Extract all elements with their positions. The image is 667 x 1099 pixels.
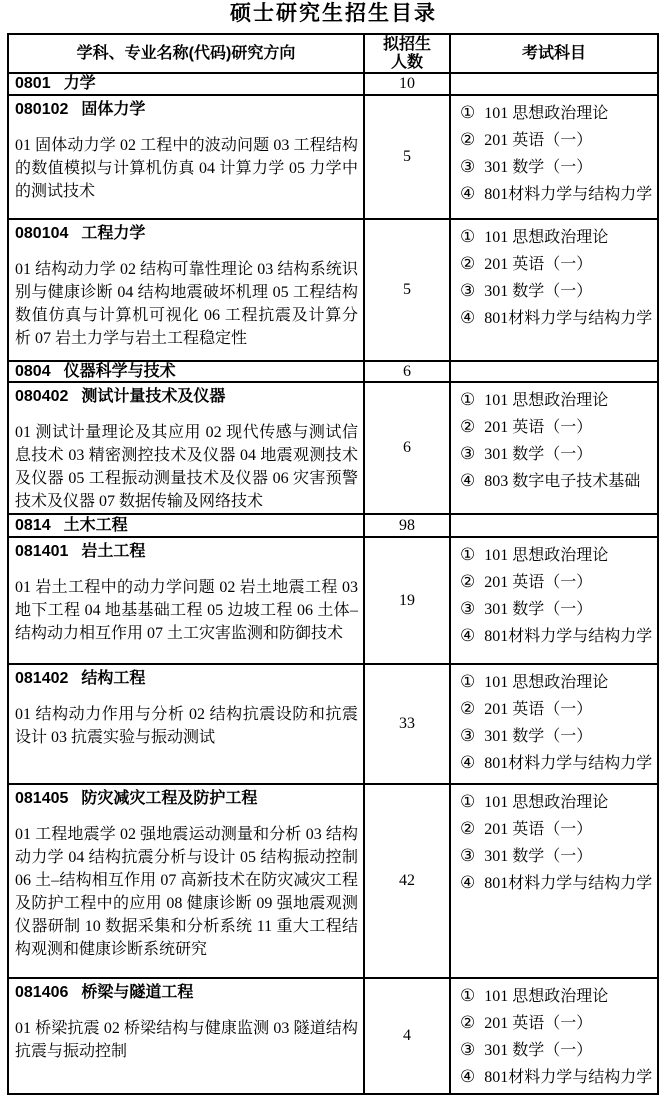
exam-number: ④ <box>460 1067 476 1086</box>
exam-item <box>460 816 655 843</box>
quota-value: 19 <box>364 537 450 664</box>
exam-item <box>460 1064 655 1091</box>
research-directions: 01 固体动力学 02 工程中的波动问题 03 工程结构的数值模拟与计算机仿真 04 计算力学 05 力学中的测试技术 <box>15 137 358 200</box>
exam-number: ② <box>460 572 476 591</box>
exam-item <box>460 224 655 251</box>
header-col-discipline: 学科、专业名称(代码)研究方向 <box>8 34 364 73</box>
exam-item <box>460 542 655 569</box>
major-code: 081406 <box>15 984 69 1001</box>
major-name: 仪器科学与技术 <box>63 362 176 380</box>
quota-value: 10 <box>364 73 450 95</box>
quota-value: 33 <box>364 664 450 784</box>
exam-number: ③ <box>460 726 476 745</box>
exam-subjects-cell <box>450 219 658 361</box>
research-directions: 01 测试计量理论及其应用 02 现代传感与测试信息技术 03 精密测控技术及仪器 04 地震观测技术及仪器 05 工程振动测量技术及仪器 06 灾害预警技术及仪器 07 数据传输及网络技术 <box>15 424 358 510</box>
exam-number: ③ <box>460 444 476 463</box>
exam-subjects-cell <box>450 664 658 784</box>
exam-item <box>460 468 655 495</box>
exam-label: 201 英语（一） <box>484 419 593 436</box>
quota-value: 6 <box>364 382 450 514</box>
exam-item <box>460 154 655 181</box>
exam-item <box>460 1037 655 1064</box>
research-directions: 01 桥梁抗震 02 桥梁结构与健康监测 03 隧道结构抗震与振动控制 <box>15 1020 358 1060</box>
exam-label: 101 思想政治理论 <box>484 674 609 691</box>
table-row <box>8 514 658 537</box>
table-row <box>8 361 658 382</box>
major-code: 0814 <box>15 516 51 534</box>
exam-label: 301 数学（一） <box>484 1042 593 1059</box>
exam-item <box>460 441 655 468</box>
table-row <box>8 978 658 1094</box>
major-code: 080104 <box>15 225 69 242</box>
exam-label: 803 数字电子技术基础 <box>484 473 641 490</box>
exam-number: ① <box>460 390 476 409</box>
exam-subjects-cell <box>450 382 658 514</box>
exam-label: 101 思想政治理论 <box>484 988 609 1005</box>
exam-label: 301 数学（一） <box>484 283 593 300</box>
major-name: 固体力学 <box>81 101 146 118</box>
exam-item <box>460 100 655 127</box>
exam-label: 801材料力学与结构力学 <box>484 310 653 327</box>
exam-number: ① <box>460 103 476 122</box>
exam-number: ① <box>460 545 476 564</box>
exam-number: ① <box>460 227 476 246</box>
exam-item <box>460 983 655 1010</box>
exam-label: 101 思想政治理论 <box>484 105 609 122</box>
exam-item <box>460 1010 655 1037</box>
table-row <box>8 73 658 95</box>
major-title <box>15 96 358 121</box>
exam-number: ③ <box>460 1040 476 1059</box>
exam-subjects-cell <box>450 73 658 95</box>
table-row <box>8 219 658 361</box>
exam-subjects-cell <box>450 784 658 978</box>
exam-item <box>460 696 655 723</box>
exam-item <box>460 723 655 750</box>
catalog-table <box>7 33 659 1095</box>
major-code: 0804 <box>15 362 51 380</box>
exam-label: 201 英语（一） <box>484 821 593 838</box>
major-name: 结构工程 <box>81 670 146 687</box>
exam-label: 201 英语（一） <box>484 1015 593 1032</box>
major-name: 土木工程 <box>63 516 128 534</box>
table-row <box>8 95 658 219</box>
exam-number: ③ <box>460 157 476 176</box>
exam-item <box>460 596 655 623</box>
exam-label: 801材料力学与结构力学 <box>484 628 653 645</box>
exam-item <box>460 870 655 897</box>
exam-label: 101 思想政治理论 <box>484 229 609 246</box>
exam-subjects-cell <box>450 514 658 537</box>
research-directions: 01 工程地震学 02 强地震运动测量和分析 03 结构动力学 04 结构抗震分析与设计 05 结构振动控制 06 土–结构相互作用 07 高新技术在防灾减灾工程及防护工程中的应用 08 健康诊断 09 强地震观测仪器研制 10 数据采集和分析系统 11 重大工程结构观测和健康诊断系统研究 <box>15 826 358 958</box>
major-title <box>15 75 358 93</box>
quota-value: 4 <box>364 978 450 1094</box>
exam-item <box>460 251 655 278</box>
major-name: 力学 <box>63 75 96 92</box>
header-col-quota <box>364 34 450 73</box>
exam-number: ② <box>460 417 476 436</box>
quota-value: 98 <box>364 514 450 537</box>
major-title <box>15 363 358 381</box>
exam-label: 301 数学（一） <box>484 848 593 865</box>
exam-number: ① <box>460 672 476 691</box>
exam-item <box>460 623 655 650</box>
exam-number: ① <box>460 792 476 811</box>
quota-value: 5 <box>364 219 450 361</box>
table-row <box>8 664 658 784</box>
exam-item <box>460 127 655 154</box>
header-row <box>8 34 658 73</box>
exam-item <box>460 569 655 596</box>
exam-label: 101 思想政治理论 <box>484 794 609 811</box>
page-title: 硕士研究生招生目录 <box>230 2 437 25</box>
exam-number: ④ <box>460 626 476 645</box>
exam-item <box>460 750 655 777</box>
major-code: 080402 <box>15 388 69 405</box>
exam-subjects-cell <box>450 95 658 219</box>
exam-item <box>460 789 655 816</box>
exam-label: 801材料力学与结构力学 <box>484 1069 653 1086</box>
research-directions: 01 结构动力作用与分析 02 结构抗震设防和抗震设计 03 抗震实验与振动测试 <box>15 706 358 746</box>
exam-label: 801材料力学与结构力学 <box>484 186 653 203</box>
exam-item <box>460 181 655 208</box>
exam-label: 101 思想政治理论 <box>484 547 609 564</box>
exam-label: 301 数学（一） <box>484 601 593 618</box>
major-code: 0801 <box>15 75 51 92</box>
exam-label: 301 数学（一） <box>484 728 593 745</box>
header-quota-line1: 拟招生 <box>382 35 431 53</box>
exam-number: ② <box>460 254 476 273</box>
exam-item <box>460 278 655 305</box>
exam-number: ④ <box>460 308 476 327</box>
major-code: 081405 <box>15 790 69 807</box>
header-quota-line2: 人数 <box>390 53 423 71</box>
exam-label: 801材料力学与结构力学 <box>484 875 653 892</box>
exam-number: ③ <box>460 599 476 618</box>
exam-number: ④ <box>460 471 476 490</box>
exam-number: ④ <box>460 184 476 203</box>
exam-label: 201 英语（一） <box>484 256 593 273</box>
exam-label: 201 英语（一） <box>484 132 593 149</box>
exam-subjects-cell <box>450 978 658 1094</box>
table-row <box>8 382 658 514</box>
exam-item <box>460 305 655 332</box>
major-code: 081402 <box>15 670 69 687</box>
exam-number: ② <box>460 699 476 718</box>
major-title <box>15 538 358 563</box>
exam-number: ② <box>460 130 476 149</box>
research-directions: 01 岩土工程中的动力学问题 02 岩土地震工程 03 地下工程 04 地基基础工程 05 边坡工程 06 土体–结构动力相互作用 07 土工灾害监测和防御技术 <box>15 579 358 642</box>
major-name: 桥梁与隧道工程 <box>81 984 194 1001</box>
exam-number: ② <box>460 1013 476 1032</box>
major-name: 岩土工程 <box>81 543 146 560</box>
exam-label: 301 数学（一） <box>484 446 593 463</box>
exam-item <box>460 387 655 414</box>
exam-subjects-cell <box>450 361 658 382</box>
exam-number: ① <box>460 986 476 1005</box>
major-name: 测试计量技术及仪器 <box>81 388 226 405</box>
exam-item <box>460 843 655 870</box>
major-name: 防灾减灾工程及防护工程 <box>81 790 258 807</box>
major-title <box>15 517 358 535</box>
major-title <box>15 383 358 408</box>
major-name: 工程力学 <box>81 225 146 242</box>
exam-label: 301 数学（一） <box>484 159 593 176</box>
exam-label: 101 思想政治理论 <box>484 392 609 409</box>
exam-number: ④ <box>460 873 476 892</box>
exam-number: ② <box>460 819 476 838</box>
exam-number: ③ <box>460 281 476 300</box>
exam-number: ③ <box>460 846 476 865</box>
exam-item <box>460 669 655 696</box>
quota-value: 42 <box>364 784 450 978</box>
major-title <box>15 220 358 245</box>
major-title <box>15 665 358 690</box>
major-code: 080102 <box>15 101 69 118</box>
exam-item <box>460 414 655 441</box>
major-title <box>15 979 358 1004</box>
exam-label: 201 英语（一） <box>484 574 593 591</box>
header-col-subjects: 考试科目 <box>450 34 658 73</box>
exam-label: 201 英语（一） <box>484 701 593 718</box>
exam-number: ④ <box>460 753 476 772</box>
table-row <box>8 784 658 978</box>
major-title <box>15 785 358 810</box>
quota-value: 5 <box>364 95 450 219</box>
major-code: 081401 <box>15 543 69 560</box>
exam-subjects-cell <box>450 537 658 664</box>
exam-label: 801材料力学与结构力学 <box>484 755 653 772</box>
research-directions: 01 结构动力学 02 结构可靠性理论 03 结构系统识别与健康诊断 04 结构地震破坏机理 05 工程结构数值仿真与计算机可视化 06 工程抗震及计算分析 07 岩土力学与岩土工程稳定性 <box>15 261 358 347</box>
quota-value: 6 <box>364 361 450 382</box>
table-row <box>8 537 658 664</box>
